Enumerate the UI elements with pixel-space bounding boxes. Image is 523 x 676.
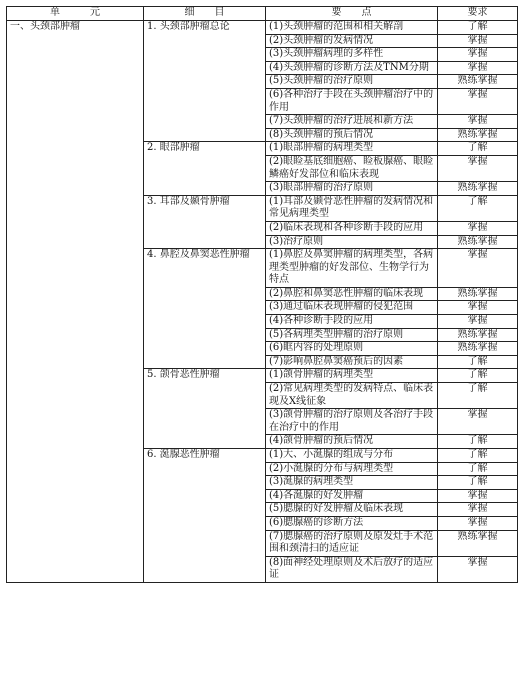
key-point: (2)眼睑基底细胞癌、睑板腺癌、眼睑鳞癌好发部位和临床表现 <box>266 155 438 181</box>
requirement-level: 了解 <box>438 355 518 369</box>
key-point: (8)头颈肿瘤的预后情况 <box>266 128 438 142</box>
syllabus-table <box>6 6 518 583</box>
header-unit: 单 元 <box>7 7 144 21</box>
requirement-level: 掌握 <box>438 556 518 582</box>
key-point: (2)鼻腔和鼻窦恶性肿瘤的临床表现 <box>266 287 438 301</box>
requirement-level: 了解 <box>438 462 518 476</box>
requirement-level: 掌握 <box>438 503 518 517</box>
key-point: (6)腮腺癌的诊断方法 <box>266 516 438 530</box>
section-title: 3. 耳部及颞骨肿瘤 <box>144 195 266 248</box>
requirement-level: 掌握 <box>438 516 518 530</box>
requirement-level: 熟练掌握 <box>438 342 518 356</box>
key-point: (2)小涎腺的分布与病理类型 <box>266 462 438 476</box>
key-point: (3)眼部肿瘤的治疗原则 <box>266 182 438 196</box>
requirement-level: 掌握 <box>438 61 518 75</box>
requirement-level: 掌握 <box>438 249 518 288</box>
key-point: (7)影响鼻腔鼻窦癌预后的因素 <box>266 355 438 369</box>
requirement-level: 了解 <box>438 142 518 156</box>
key-point: (1)大、小涎腺的组成与分布 <box>266 449 438 463</box>
key-point: (5)腮腺的好发肿瘤及临床表现 <box>266 503 438 517</box>
header-requirement: 要求 <box>438 7 518 21</box>
key-point: (8)面神经处理原则及术后放疗的适应证 <box>266 556 438 582</box>
requirement-level: 了解 <box>438 476 518 490</box>
key-point: (3)通过临床表现肿瘤的侵犯范围 <box>266 301 438 315</box>
key-point: (1)头颈肿瘤的范围和相关解剖 <box>266 21 438 35</box>
key-point: (6)各种治疗手段在头颈肿瘤治疗中的作用 <box>266 88 438 114</box>
key-point: (4)各涎腺的好发肿瘤 <box>266 489 438 503</box>
table-row <box>7 21 518 35</box>
section-title: 4. 鼻腔及鼻窦恶性肿瘤 <box>144 249 266 369</box>
requirement-level: 掌握 <box>438 115 518 129</box>
requirement-level: 熟练掌握 <box>438 182 518 196</box>
requirement-level: 掌握 <box>438 409 518 435</box>
header-section: 细 目 <box>144 7 266 21</box>
key-point: (1)鼻腔及鼻窦肿瘤的病理类型，各病理类型肿瘤的好发部位、生物学行为特点 <box>266 249 438 288</box>
key-point: (4)头颈肿瘤的诊断方法及TNM分期 <box>266 61 438 75</box>
unit-cell: 一、头颈部肿瘤 <box>7 21 144 583</box>
header-point: 要 点 <box>266 7 438 21</box>
requirement-level: 了解 <box>438 21 518 35</box>
requirement-level: 掌握 <box>438 301 518 315</box>
key-point: (7)腮腺癌的治疗原则及原发灶手术范围和颈清扫的适应证 <box>266 530 438 556</box>
requirement-level: 熟练掌握 <box>438 75 518 89</box>
key-point: (5)头颈肿瘤的治疗原则 <box>266 75 438 89</box>
table-body <box>7 21 518 583</box>
section-title: 6. 涎腺恶性肿瘤 <box>144 449 266 583</box>
requirement-level: 熟练掌握 <box>438 328 518 342</box>
requirement-level: 掌握 <box>438 315 518 329</box>
section-title: 1. 头颈部肿瘤总论 <box>144 21 266 142</box>
key-point: (5)各病理类型肿瘤的治疗原则 <box>266 328 438 342</box>
table-header-row <box>7 7 518 21</box>
key-point: (1)眼部肿瘤的病理类型 <box>266 142 438 156</box>
requirement-level: 了解 <box>438 435 518 449</box>
key-point: (4)颌骨肿瘤的预后情况 <box>266 435 438 449</box>
requirement-level: 掌握 <box>438 34 518 48</box>
key-point: (2)临床表现和各种诊断手段的应用 <box>266 221 438 235</box>
requirement-level: 了解 <box>438 195 518 221</box>
requirement-level: 掌握 <box>438 489 518 503</box>
section-title: 2. 眼部肿瘤 <box>144 142 266 195</box>
requirement-level: 了解 <box>438 449 518 463</box>
key-point: (3)头颈肿瘤病理的多样性 <box>266 48 438 62</box>
requirement-level: 熟练掌握 <box>438 128 518 142</box>
requirement-level: 熟练掌握 <box>438 530 518 556</box>
requirement-level: 熟练掌握 <box>438 235 518 249</box>
requirement-level: 掌握 <box>438 155 518 181</box>
key-point: (2)头颈肿瘤的发病情况 <box>266 34 438 48</box>
requirement-level: 了解 <box>438 383 518 409</box>
requirement-level: 了解 <box>438 369 518 383</box>
key-point: (3)治疗原则 <box>266 235 438 249</box>
requirement-level: 熟练掌握 <box>438 287 518 301</box>
key-point: (3)涎腺的病理类型 <box>266 476 438 490</box>
key-point: (2)常见病理类型的发病特点、临床表现及X线征象 <box>266 383 438 409</box>
requirement-level: 掌握 <box>438 221 518 235</box>
key-point: (1)耳部及颞骨恶性肿瘤的发病情况和常见病理类型 <box>266 195 438 221</box>
key-point: (6)眶内容的处理原则 <box>266 342 438 356</box>
section-title: 5. 颌骨恶性肿瘤 <box>144 369 266 449</box>
requirement-level: 掌握 <box>438 88 518 114</box>
key-point: (3)颌骨肿瘤的治疗原则及各治疗手段在治疗中的作用 <box>266 409 438 435</box>
key-point: (7)头颈肿瘤的治疗进展和新方法 <box>266 115 438 129</box>
key-point: (4)各种诊断手段的应用 <box>266 315 438 329</box>
requirement-level: 掌握 <box>438 48 518 62</box>
key-point: (1)颌骨肿瘤的病理类型 <box>266 369 438 383</box>
